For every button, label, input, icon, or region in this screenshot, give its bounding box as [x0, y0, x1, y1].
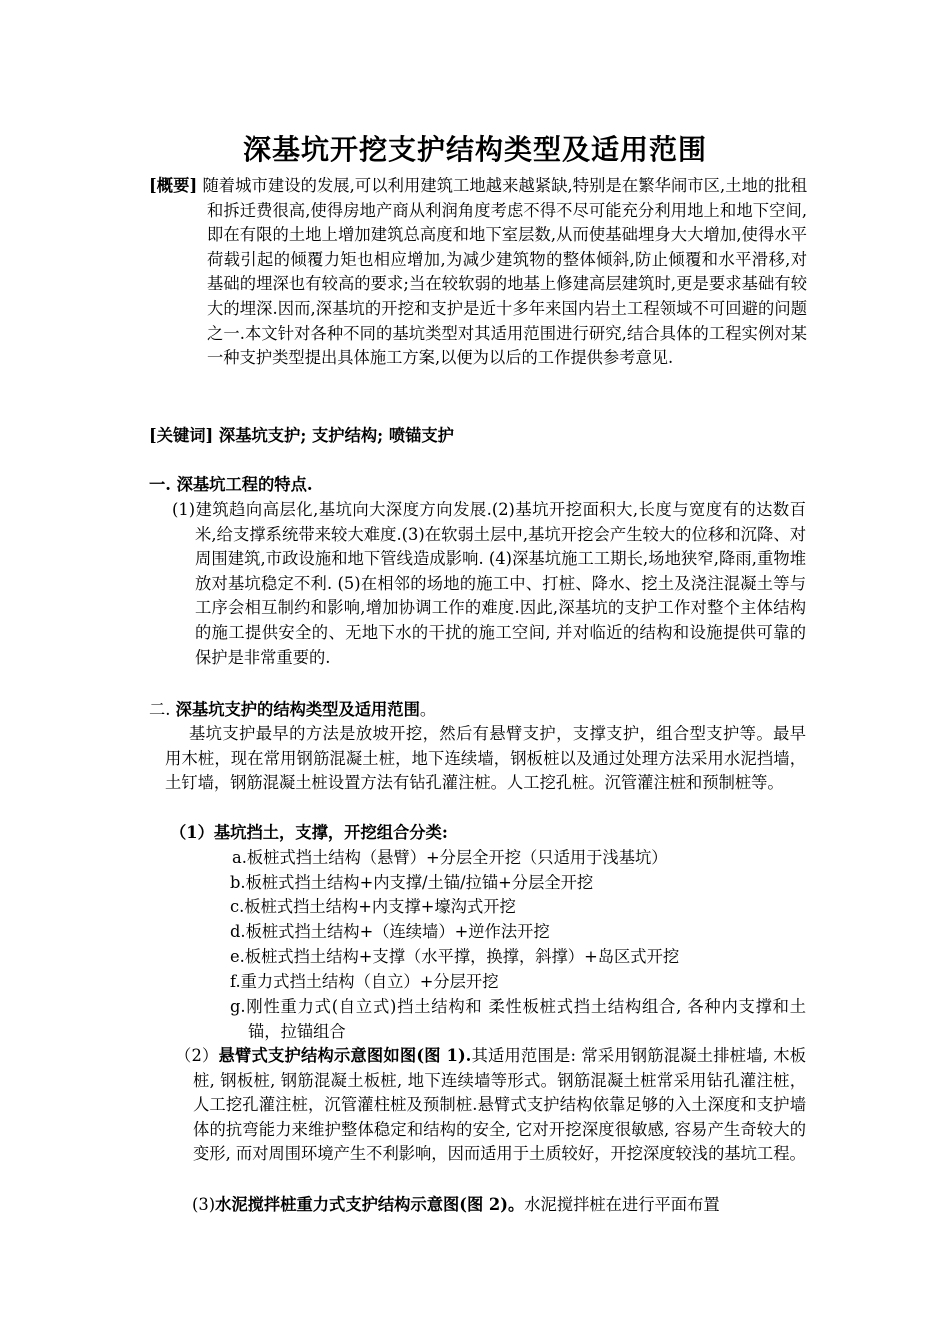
sub1-item: c.板桩式挡土结构+内支撑+壕沟式开挖: [230, 897, 516, 916]
sub2-prefix: （2）: [175, 1046, 219, 1065]
sub1-item: e.板桩式挡土结构+支撑（水平撑，换撑，斜撑）+岛区式开挖: [230, 947, 680, 966]
abstract-text: 随着城市建设的发展,可以利用建筑工地越来越紧缺,特别是在繁华闹市区,土地的批租和拆迁费很高,使得房地产商从利润角度考虑不得不尽可能充分利用地上和地下空间,即在有限的土地上增加建筑总高度和地下室层数,从而使基础埋身大大增加,使得水平荷载引起的倾覆力矩也相应增加,为减少建筑物的整体倾斜,防止倾覆和水平滑移,对基础的埋深也有较高的要求;当在较软弱的地基上修建高层建筑时,更是要求基础有较大的埋深.因而,深基坑的开挖和支护是近十多年来国内岩土工程领域不可回避的问题之一.本文针对各种不同的基坑类型对其适用范围进行研究,结合具体的工程实例对某一种支护类型提出具体施工方案,以便为以后的工作提供参考意见.: [197, 176, 807, 368]
section2-heading-suffix: 。: [419, 700, 437, 719]
abstract-paragraph: [149, 174, 807, 371]
section2-heading-text: 深基坑支护的结构类型及适用范围: [175, 700, 420, 719]
sub1-heading: （1）基坑挡土，支撑，开挖组合分类:: [170, 823, 448, 842]
sub3-text: 水泥搅拌桩在进行平面布置: [524, 1195, 720, 1214]
sub2-paragraph: [175, 1044, 807, 1167]
sub2-bold: 悬臂式支护结构示意图如图(图 1).: [218, 1046, 472, 1065]
section2-heading-prefix: 二.: [149, 700, 176, 719]
sub1-item: a.板桩式挡土结构（悬臂）+分层全开挖（只适用于浅基坑）: [232, 848, 668, 867]
section2-heading: [149, 698, 436, 723]
sub1-item: b.板桩式挡土结构+内支撑/土锚/拉锚+分层全开挖: [230, 873, 594, 892]
keywords-line: [149, 424, 454, 449]
sub3-line: [192, 1193, 720, 1218]
sub1-item: f.重力式挡土结构（自立）+分层开挖: [230, 972, 499, 991]
section2-intro: 基坑支护最早的方法是放坡开挖，然后有悬臂支护，支撑支护，组合型支护等。最早用木桩，现在常用钢筋混凝土桩，地下连续墙，钢板桩以及通过处理方法采用水泥挡墙，土钉墙，钢筋混凝土桩设置方法有钻孔灌注桩。人工挖孔桩。沉管灌注桩和预制桩等。: [165, 724, 806, 793]
sub1-item-g: g.刚性重力式(自立式)挡土结构和 柔性板桩式挡土结构组合, 各种内支撑和土锚，拉锚组合: [230, 997, 806, 1041]
keywords-text: 深基坑支护; 支护结构; 喷锚支护: [213, 426, 454, 445]
sub1-item: d.板桩式挡土结构+（连续墙）+逆作法开挖: [230, 922, 550, 941]
section1-paragraph: (1)建筑趋向高层化,基坑向大深度方向发展.(2)基坑开挖面积大,长度与宽度有的达数百米,给支撑系统带来较大难度.(3)在软弱土层中,基坑开挖会产生较大的位移和沉降、对周围建筑,市政设施和地下管线造成影响. (4)深基坑施工工期长,场地狭窄,降雨,重物堆放对基坑稳定不利. (5)在相邻的场地的施工中、打桩、降水、挖土及浇注混凝土等与工序会相互制约和影响,增加协调工作的难度.因此,深基坑的支护工作对整个主体结构的施工提供安全的、无地下水的干扰的施工空间, 并对临近的结构和设施提供可靠的保护是非常重要的.: [172, 500, 806, 667]
section1-heading: 一. 深基坑工程的特点.: [149, 475, 313, 494]
document-title: 深基坑开挖支护结构类型及适用范围: [242, 133, 707, 166]
keywords-label: [关键词]: [149, 426, 214, 445]
sub3-bold: 水泥搅拌桩重力式支护结构示意图(图 2)。: [215, 1195, 525, 1214]
abstract-label: [概要]: [149, 176, 198, 195]
sub2-text: 其适用范围是: 常采用钢筋混凝土排桩墙, 木板桩, 钢板桩, 钢筋混凝土板桩, 地下连续墙等形式。钢筋混凝土桩常采用钻孔灌注桩，人工挖孔灌注桩，沉管灌柱桩及预制桩.悬臂式支护结构依靠足够的入土深度和支护墙体的抗弯能力来维护整体稳定和结构的安全, 它对开挖深度很敏感, 容易产生奇较大的变形, 而对周围环境产生不利影响，因而适用于土质较好，开挖深度较浅的基坑工程。: [193, 1046, 807, 1164]
sub3-prefix: (3): [192, 1195, 216, 1214]
